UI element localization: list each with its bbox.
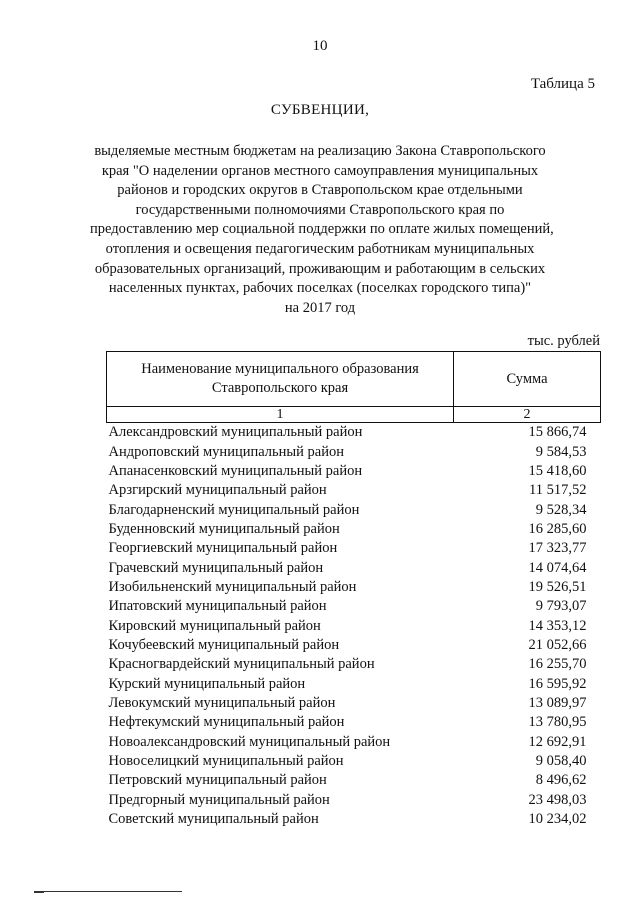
district-name: Александровский муниципальный район: [108, 424, 363, 441]
column-number: 1: [107, 407, 454, 423]
footer-rule: [34, 891, 182, 892]
table-label: Таблица 5: [530, 76, 595, 92]
district-amount: 9 793,07: [535, 598, 587, 615]
district-amount: 19 526,51: [528, 578, 587, 595]
table-body: [107, 423, 601, 830]
district-amount: 8 496,62: [535, 772, 587, 789]
column-number-row: [107, 407, 601, 423]
header-sum: Сумма: [454, 352, 601, 407]
table-row: [107, 752, 601, 771]
table-row: [107, 462, 601, 481]
district-amount: 23 498,03: [528, 791, 587, 808]
table-row: [107, 791, 601, 810]
district-name: Ипатовский муниципальный район: [108, 598, 327, 615]
district-amount: 14 353,12: [528, 617, 587, 634]
district-amount: 16 255,70: [528, 656, 587, 673]
table-header-row: [107, 352, 601, 407]
district-name: Курский муниципальный район: [108, 675, 306, 692]
table-row: [107, 558, 601, 577]
header-name: Наименование муниципального образования Ставропольского края: [107, 352, 454, 407]
page-number: 10: [312, 38, 328, 54]
subtitle-line: образовательных организаций, проживающим и работающим в сельских: [94, 260, 546, 277]
table-row: [107, 423, 601, 443]
district-amount: 9 584,53: [535, 443, 587, 460]
subtitle-line: населенных пунктах, рабочих поселках (поселках городского типа)": [108, 280, 532, 297]
subtitle-line: отопления и освещения педагогическим работникам муниципальных: [105, 240, 535, 257]
table-row: [107, 636, 601, 655]
subtitle-line: предоставлению мер социальной поддержки по оплате жилых помещений,: [90, 221, 554, 238]
table-row: [107, 810, 601, 829]
district-name: Андроповский муниципальный район: [108, 443, 344, 460]
table-row: [107, 713, 601, 732]
table-row: [107, 442, 601, 461]
district-amount: 9 058,40: [535, 753, 587, 770]
table-row: [107, 771, 601, 790]
subtitle-line: государственными полномочиями Ставропольского края по: [135, 201, 505, 218]
footer-rule-mark: [34, 891, 44, 893]
district-name: Кочубеевский муниципальный район: [108, 636, 340, 653]
document-title: СУБВЕНЦИИ,: [270, 102, 370, 118]
column-number: 2: [454, 407, 601, 423]
table-row: [107, 500, 601, 519]
district-amount: 12 692,91: [528, 733, 587, 750]
district-amount: 13 780,95: [528, 714, 587, 731]
subsidy-table: [106, 351, 601, 829]
district-name: Изобильненский муниципальный район: [108, 578, 357, 595]
units-label: тыс. рублей: [527, 333, 600, 349]
district-name: Новоалександровский муниципальный район: [108, 733, 391, 750]
district-name: Предгорный муниципальный район: [108, 791, 330, 808]
table-row: [107, 694, 601, 713]
district-name: Буденновский муниципальный район: [108, 520, 340, 537]
district-name: Благодарненский муниципальный район: [108, 501, 360, 518]
district-name: Арзгирский муниципальный район: [108, 482, 327, 499]
district-name: Кировский муниципальный район: [108, 617, 321, 634]
district-name: Апанасенковский муниципальный район: [108, 462, 363, 479]
district-amount: 15 866,74: [528, 424, 587, 441]
district-amount: 15 418,60: [528, 462, 587, 479]
district-name: Петровский муниципальный район: [108, 772, 327, 789]
district-amount: 10 234,02: [528, 811, 587, 828]
district-name: Новоселицкий муниципальный район: [108, 753, 344, 770]
subtitle-line: края "О наделении органов местного самоуправления муниципальных: [101, 162, 539, 179]
table-row: [107, 597, 601, 616]
district-name: Красногвардейский муниципальный район: [108, 656, 375, 673]
district-name: Левокумский муниципальный район: [108, 694, 336, 711]
table-row: [107, 616, 601, 635]
district-amount: 14 074,64: [528, 559, 587, 576]
table-row: [107, 520, 601, 539]
table-row: [107, 674, 601, 693]
document-subtitle: [90, 142, 554, 318]
table-row: [107, 655, 601, 674]
district-amount: 16 595,92: [528, 675, 587, 692]
district-name: Нефтекумский муниципальный район: [108, 714, 345, 731]
table-row: [107, 733, 601, 752]
district-name: Грачевский муниципальный район: [108, 559, 324, 576]
district-amount: 11 517,52: [529, 482, 587, 499]
subtitle-line: районов и городских округов в Ставропольском крае отдельными: [117, 182, 523, 199]
subtitle-line: выделяемые местным бюджетам на реализацию Закона Ставропольского: [94, 143, 546, 159]
district-name: Советский муниципальный район: [108, 811, 319, 828]
district-amount: 17 323,77: [528, 540, 587, 557]
district-amount: 13 089,97: [528, 694, 587, 711]
district-name: Георгиевский муниципальный район: [108, 540, 338, 557]
table-row: [107, 539, 601, 558]
subtitle-line: на 2017 год: [284, 299, 356, 316]
table-row: [107, 578, 601, 597]
district-amount: 9 528,34: [535, 501, 587, 518]
district-amount: 16 285,60: [528, 520, 587, 537]
district-amount: 21 052,66: [528, 636, 587, 653]
table-row: [107, 481, 601, 500]
